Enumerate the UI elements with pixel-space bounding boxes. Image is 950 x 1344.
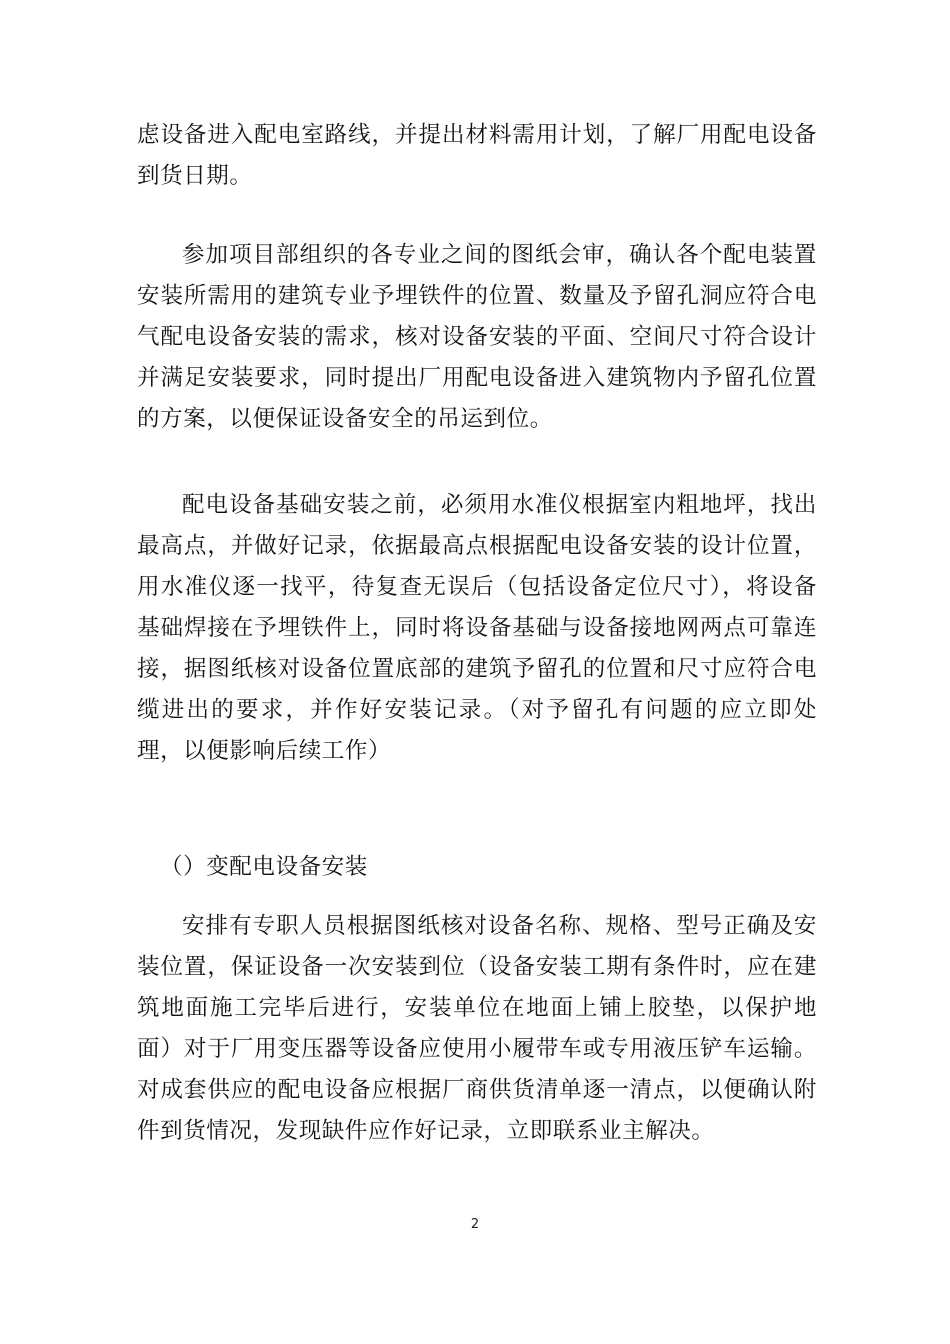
paragraph-continued: 虑设备进入配电室路线，并提出材料需用计划，了解厂用配电设备到货日期。 bbox=[137, 122, 817, 189]
page-number: 2 bbox=[470, 1217, 480, 1232]
paragraph-drawing-review: 参加项目部组织的各专业之间的图纸会审，确认各个配电装置安装所需用的建筑专业予埋铁件的位置、数量及予留孔洞应符合电气配电设备安装的需求，核对设备安装的平面、空间尺寸符合设计并满足安装要求，同时提出厂用配电设备进入建筑物内予留孔位置的方案，以便保证设备安全的吊运到位。 bbox=[137, 242, 817, 432]
paragraph-equipment-install: 安排有专职人员根据图纸核对设备名称、规格、型号正确及安装位置，保证设备一次安装到位（设备安装工期有条件时，应在建筑地面施工完毕后进行，安装单位在地面上铺上胶垫，以保护地面）对于厂用变压器等设备应使用小履带车或专用液压铲车运输。对成套供应的配电设备应根据厂商供货清单逐一清点，以便确认附件到货情况，发现缺件应作好记录，立即联系业主解决。 bbox=[137, 913, 817, 1144]
section-heading: （）变配电设备安装 bbox=[160, 854, 368, 880]
paragraph-foundation-install: 配电设备基础安装之前，必须用水准仪根据室内粗地坪，找出最高点，并做好记录，依据最高点根据配电设备安装的设计位置，用水准仪逐一找平，待复查无误后（包括设备定位尺寸），将设备基础焊接在予埋铁件上，同时将设备基础与设备接地网两点可靠连接，据图纸核对设备位置底部的建筑予留孔的位置和尺寸应符合电缆进出的要求，并作好安装记录。（对予留孔有问题的应立即处理，以便影响后续工作） bbox=[137, 492, 817, 764]
